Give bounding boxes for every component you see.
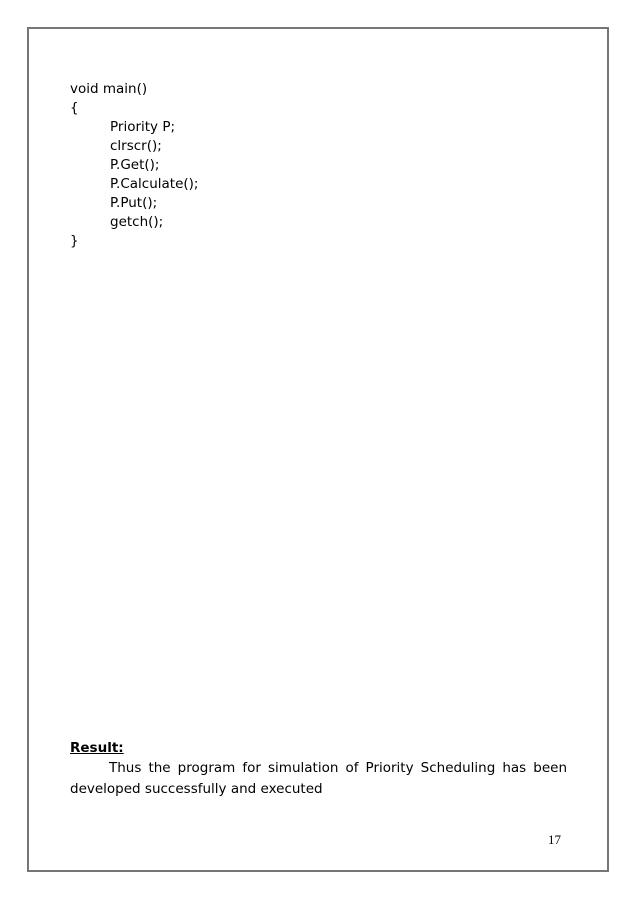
page-number: 17	[548, 832, 561, 847]
code-line: P.Calculate();	[110, 176, 199, 192]
code-line: getch();	[110, 214, 164, 230]
code-line: P.Get();	[110, 157, 160, 173]
code-block	[70, 80, 198, 251]
code-line: P.Put();	[110, 195, 158, 211]
result-heading: Result:	[70, 740, 124, 756]
code-line: clrscr();	[110, 138, 162, 154]
code-line: Priority P;	[110, 119, 176, 135]
result-paragraph: Thus the program for simulation of Priority Scheduling has been developed successfully and executed	[70, 760, 567, 797]
code-line: {	[70, 100, 79, 116]
code-line: }	[70, 233, 79, 249]
code-line: void main()	[70, 81, 148, 97]
